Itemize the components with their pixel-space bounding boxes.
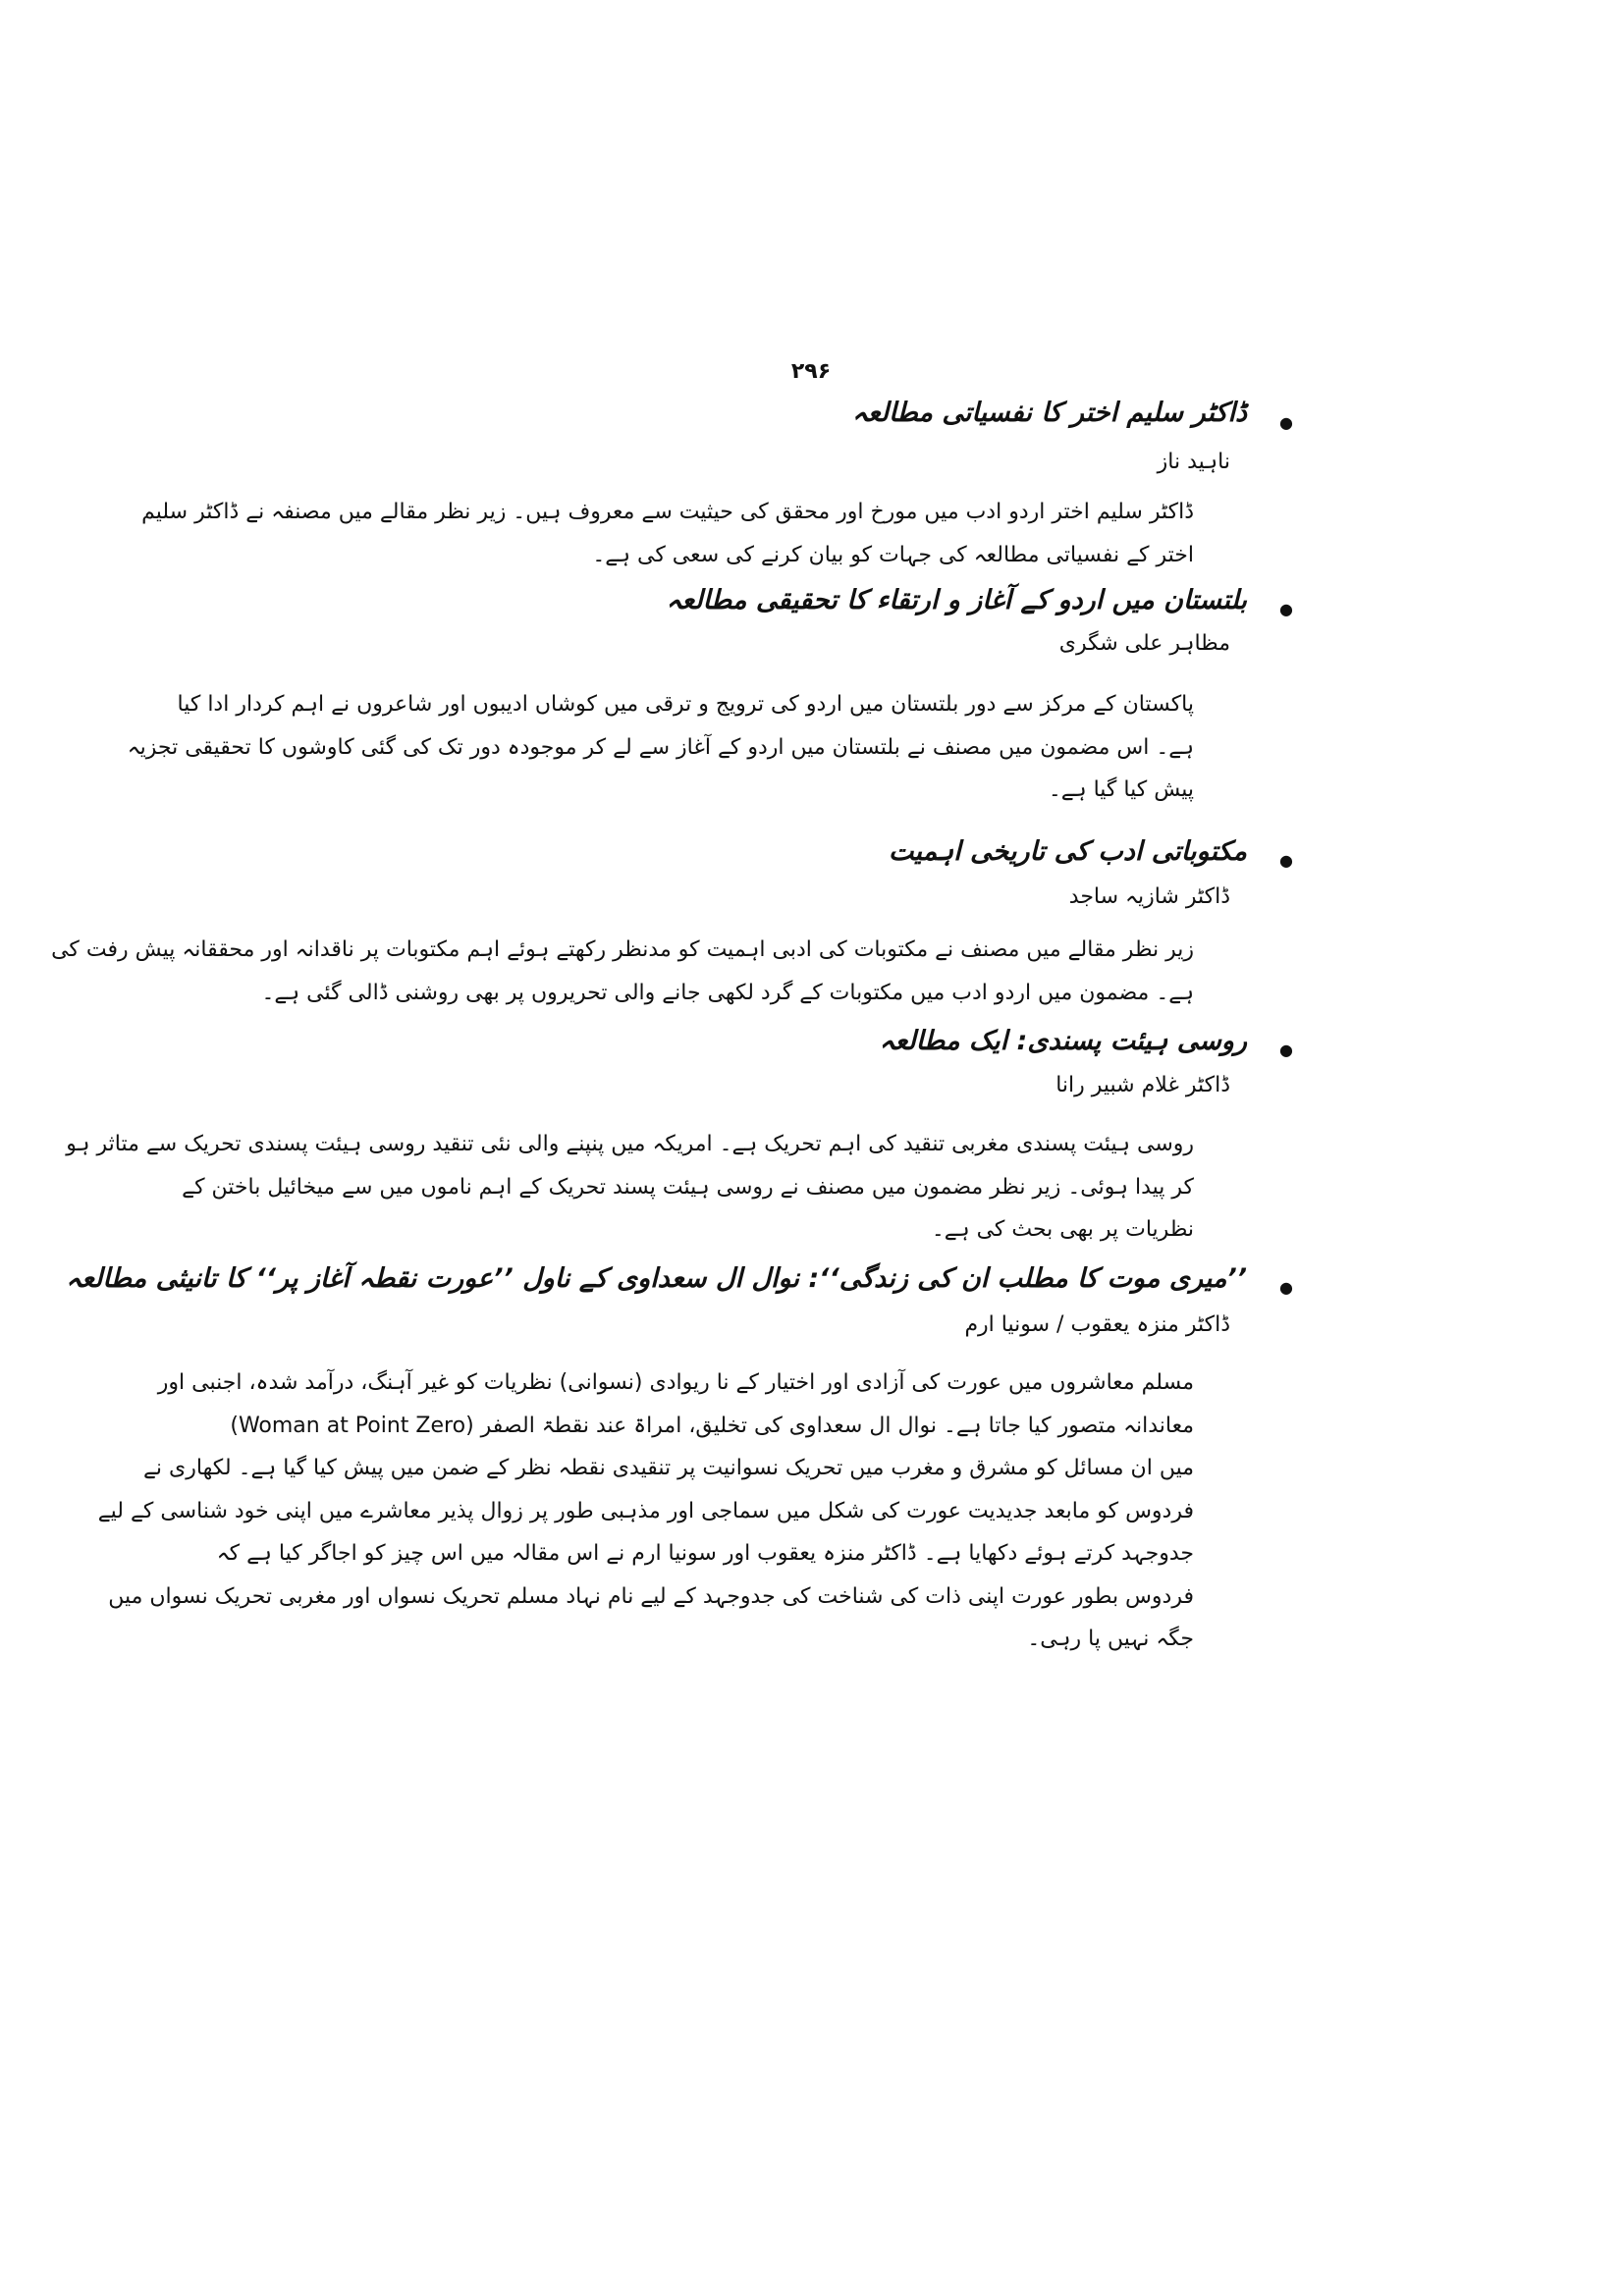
entry-title: بلتستان میں اردو کے آغاز و ارتقاء کا تحقیقی مطالعہ bbox=[666, 585, 1247, 615]
entry-abstract bbox=[51, 929, 1194, 1014]
entry-title: مکتوباتی ادب کی تاریخی اہمیت bbox=[889, 836, 1247, 867]
entry-abstract bbox=[97, 1362, 1194, 1661]
abstract-line: معاندانہ متصور کیا جاتا ہے۔ نوال ال سعداوی کی تخلیق، امراۃ عند نقطۃ الصفر (Woman at Point Zero) bbox=[230, 1413, 1194, 1438]
abstract-line: مسلم معاشروں میں عورت کی آزادی اور اختیار کے نا ریوادی (نسوانی) نظریات کو غیر آہنگ، درآمد شدہ، اجنبی اور bbox=[157, 1370, 1194, 1395]
abstract-line: اختر کے نفسیاتی مطالعہ کی جہات کو بیان کرنے کی سعی کی ہے۔ bbox=[592, 542, 1194, 567]
entry-title: ’’میری موت کا مطلب ان کی زندگی‘‘: نوال ال سعداوی کے ناول ’’عورت نقطہ آغاز پر‘‘ کا تانیثی مطالعہ bbox=[66, 1263, 1247, 1294]
bullet-icon: ● bbox=[1279, 1041, 1293, 1059]
entry-abstract bbox=[127, 683, 1194, 812]
entry-title: روسی ہیئت پسندی: ایک مطالعہ bbox=[879, 1026, 1247, 1056]
abstract-line: روسی ہیئت پسندی مغربی تنقید کی اہم تحریک ہے۔ امریکہ میں پنپنے والی نئی تنقید روسی ہیئت پسندی تحریک سے متاثر ہو bbox=[66, 1132, 1194, 1156]
entry-author: ڈاکٹر غلام شبیر رانا bbox=[1055, 1073, 1230, 1097]
entry-abstract bbox=[141, 491, 1194, 576]
abstract-line: ہے۔ مضمون میں اردو ادب میں مکتوبات کے گرد لکھی جانے والی تحریروں پر بھی روشنی ڈالی گئی ہے۔ bbox=[261, 980, 1194, 1005]
bullet-icon: ● bbox=[1279, 1278, 1293, 1297]
entry-author: ڈاکٹر منزہ یعقوب / سونیا ارم bbox=[964, 1312, 1230, 1337]
abstract-line: ڈاکٹر سلیم اختر اردو ادب میں مورخ اور محقق کی حیثیت سے معروف ہیں۔ زیر نظر مقالے میں مصنفہ نے ڈاکٹر سلیم bbox=[141, 500, 1194, 524]
abstract-line: پاکستان کے مرکز سے دور بلتستان میں اردو کی ترویج و ترقی میں کوشاں ادیبوں اور شاعروں نے اہم کردار ادا کیا bbox=[177, 692, 1194, 717]
abstract-line: ہے۔ اس مضمون میں مصنف نے بلتستان میں اردو کے آغاز سے لے کر موجودہ دور تک کی گئی کاوشوں کا تحقیقی تجزیہ bbox=[127, 734, 1194, 760]
abstract-line: فردوس بطور عورت اپنی ذات کی شناخت کی جدوجہد کے لیے نام نہاد مسلم تحریک نسواں اور مغربی تحریک نسواں میں bbox=[108, 1583, 1194, 1609]
entry-abstract bbox=[66, 1123, 1194, 1252]
entry-author: مظاہر علی شگری bbox=[1058, 631, 1230, 656]
abstract-line: جگہ نہیں پا رہی۔ bbox=[1027, 1627, 1194, 1651]
entry-author: ناہید ناز bbox=[1157, 450, 1230, 474]
abstract-line: پیش کیا گیا ہے۔ bbox=[1048, 777, 1194, 802]
entry-author: ڈاکٹر شازیہ ساجد bbox=[1068, 884, 1230, 909]
abstract-line: کر پیدا ہوئی۔ زیر نظر مضمون میں مصنف نے روسی ہیئت پسند تحریک کے اہم ناموں میں سے میخائیل باختن کے bbox=[182, 1174, 1194, 1200]
entry-title: ڈاکٹر سلیم اختر کا نفسیاتی مطالعہ bbox=[852, 398, 1247, 428]
abstract-line: فردوس کو مابعد جدیدیت عورت کی شکل میں سماجی اور مذہبی طور پر زوال پذیر معاشرے میں اپنی خود شناسی کے لیے bbox=[97, 1498, 1194, 1523]
bullet-icon: ● bbox=[1279, 851, 1293, 870]
abstract-line: نظریات پر بھی بحث کی ہے۔ bbox=[931, 1217, 1194, 1242]
page-number: ۲۹۶ bbox=[790, 359, 832, 384]
abstract-line: جدوجہد کرتے ہوئے دکھایا ہے۔ ڈاکٹر منزہ یعقوب اور سونیا ارم نے اس مقالہ میں اس چیز کو اجاگر کیا ہے کہ bbox=[216, 1541, 1194, 1566]
abstract-line: میں ان مسائل کو مشرق و مغرب میں تحریک نسوانیت پر تنقیدی نقطہ نظر کے ضمن میں پیش کیا گیا ہے۔ لکھاری نے bbox=[143, 1456, 1194, 1480]
bullet-icon: ● bbox=[1279, 413, 1293, 432]
abstract-line: زیر نظر مقالے میں مصنف نے مکتوبات کی ادبی اہمیت کو مدنظر رکھتے ہوئے اہم مکتوبات پر ناقدانہ اور محققانہ پیش رفت کی bbox=[51, 937, 1194, 962]
bullet-icon: ● bbox=[1279, 600, 1293, 618]
